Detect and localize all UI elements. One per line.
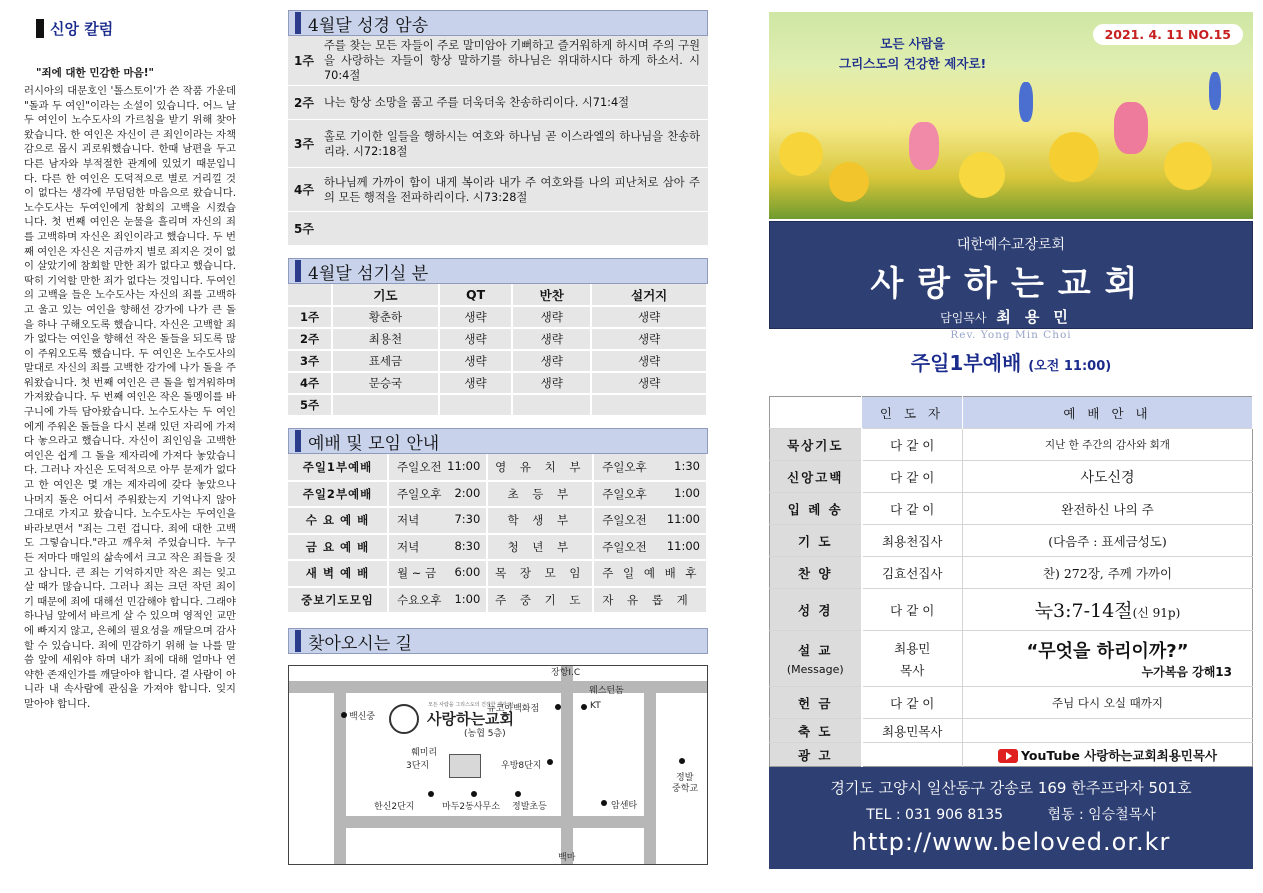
church-header: [769, 221, 1253, 341]
youtube-channel-link[interactable]: YouTube 사랑하는교회최용민목사: [1020, 747, 1218, 763]
church-footer: [769, 767, 1253, 869]
tulip-icon: [1114, 102, 1148, 154]
table-row: 금 요 예 배 저녁 8:30 청 년 부 주일오전 11:00: [288, 534, 707, 561]
table-row: 5주: [288, 394, 707, 416]
column-heading: "죄에 대한 민감한 마음!": [36, 67, 154, 79]
church-logo-icon: [389, 704, 419, 734]
table-row: 묵상기도 다 같 이 지난 한 주간의 감사와 회개: [770, 429, 1253, 461]
faith-column: [24, 18, 236, 712]
tulip-icon: [909, 122, 939, 170]
table-row: 2주 최용천 생략 생략 생략: [288, 328, 707, 350]
table-row: 주일1부예배 주일오전 11:00 영 유 치 부 주일오후 1:30: [288, 454, 707, 481]
map-road: [644, 681, 656, 865]
map-marker: [679, 758, 685, 764]
pastor-english-name: Rev. Yong Min Choi: [950, 329, 1072, 341]
map-road: [561, 666, 573, 865]
table-row: 새 벽 예 배 월 ~ 금 6:00 목 장 모 임 주 일 예 배 후: [288, 560, 707, 587]
flower-icon: [829, 162, 869, 202]
table-row: 성 경 다 같 이 눅3:7-14절(신 91p): [770, 589, 1253, 631]
section-tab-icon: [295, 430, 301, 452]
table-row: 헌 금 다 같 이 주님 다시 오실 때까지: [770, 687, 1253, 719]
table-row: 설 교 (Message) 최용민 목사 “무엇을 하리이까?” 누가복음 강해13: [770, 631, 1253, 687]
column-body: 러시아의 대문호인 '톨스토이'가 쓴 작품 가운데 "돌과 두 여인"이라는 소설이 있습니다. 어느 날 두 여인이 노수도사의 가르침을 받기 위해 찾아왔습니다. 한 여인은 자신이 큰 죄인이라는 자책감으로 몹시 괴로워했습니다. 한때 남편을 두고 다른 남자와 부적절한 관계에 있었기 때문입니다. 다른 한 여인은 도덕적으로 별로 거리낄 것이 없다는 생각에 무덤덤한 마음으로 왔습니다. 노수도사는 두여인에게 참회의 고백을 시켰습니다. 첫 번째 여인은 눈물을 흘리며 자신의 죄를 고백하며 자신은 죄인이라고 했습니다. 두 번째 여인은 자신은 지금까지 별로 죄지은 것이 없이 살았기에 참회할 만한 죄가 없다고 했습니다. 딱히 기억할 만한 죄가 없다는 것입니다. 두여인의 고백을 들은 노수도사는 자신의 죄를 고백하고 울고 있는 여인을 향해선 강가에 나가 큰 돌을 하나 구해오도록 했습니다. 자신은 고백할 죄가 없다는 여인을 향해선 작은 돌들을 되도록 많이 주워오도록 했습니다. 두 여인은 노수도사의 말대로 자신의 죄를 고백한 강가에 나가 돌을 주워왔습니다. 첫 번째 여인은 큰 돌을 힘겨워하며 가져왔습니다. 두 번째 여인은 작은 돌멩이를 바구니에 가득 담아왔습니다. 노수도사는 두 여인에게 주워온 돌들을 다시 본래 있던 자리에 가져다 놓으라고 했습니다. 자신이 죄인임을 고백한 여인은 쉽게 그 돌을 제자리에 가져다 놓았습니다. 그러나 자신은 도덕적으로 아무 문제가 없다고 한 여인은 몇 개는 제자리에 갖다 놓았으나 나머지 돌은 어디서 주워왔는지 기억나지 않아 그대로 가지고 왔습니다. 노수도사는 두여인을 바라보면서 "죄는 그런 겁니다. 죄에 대한 고백도 그렇습니다."라고 깨우쳐 주었습니다. 누구든 저마다 매일의 삶속에서 크고 작은 죄들을 짓고 삽니다. 큰 죄는 기억하지만 작은 죄는 잊고 살 때가 많습니다. 그러나 죄는 크던 작던 죄이기 때문에 죄에 대해선 민감해야 합니다. 그래야 하나님 앞에서 바르게 살 수 있으며 영적인 교만에 빠지지 않고, 은혜의 필요성을 깨달으며 감사할 수 있습니다. 죄에 민감하기 위해 늘 나를 말씀 앞에 세워야 하며 내가 죄에 대해 얼마나 연약한 존재인가를 깨달아야 합니다. 곁 사람이 아니라 내 속사람에 관심을 가져야 합니다. 잊지 말아야 합니다.: [24, 85, 236, 710]
map-marker: [581, 704, 587, 710]
bulletin-cover: [769, 12, 1253, 869]
table-row: 입 례 송 다 같 이 완전하신 나의 주: [770, 493, 1253, 525]
section-tab-icon: [295, 260, 301, 282]
date-badge: 2021. 4. 11 NO.15: [1093, 24, 1243, 45]
service-duty-table: [288, 284, 708, 417]
map-marker: [547, 759, 553, 765]
map-marker: [471, 791, 477, 797]
table-row: 축 도 최용민목사: [770, 719, 1253, 743]
flower-icon: [959, 152, 1005, 198]
table-row: 1주 황춘하 생략 생략 생략: [288, 306, 707, 328]
hyacinth-icon: [1019, 82, 1033, 122]
flower-icon: [779, 132, 823, 176]
memory-verses-title: 4월달 성경 암송: [288, 10, 708, 36]
flower-icon: [1049, 132, 1099, 182]
service-title: 주일1부예배 (오전 11:00): [910, 351, 1112, 375]
section-tab-icon: [295, 12, 301, 34]
map-marker: [601, 800, 607, 806]
table-row: 찬 양 김효선집사 찬) 272장, 주께 가까이: [770, 557, 1253, 589]
contact-line: TEL : 031 906 8135 협동 : 임승철목사: [866, 807, 1156, 823]
table-row: 주일2부예배 주일오후 2:00 초 등 부 주일오후 1:00: [288, 481, 707, 508]
table-row: 중보기도모임 수요오후 1:00 주 중 기 도 자 유 롭 게: [288, 587, 707, 614]
hyacinth-icon: [1209, 72, 1221, 110]
table-row: 2주 나는 항상 소망을 품고 주를 더욱더욱 찬송하리이다. 시71:4절: [288, 86, 708, 120]
table-row: 수 요 예 배 저녁 7:30 학 생 부 주일오전 11:00: [288, 507, 707, 534]
church-name: 사랑하는교회: [870, 264, 1152, 304]
church-slogan: 모든 사람을 그리스도의 건강한 제자로!: [839, 36, 987, 71]
service-duty-title: 4월달 섬기실 분: [288, 258, 708, 284]
church-building-icon: [449, 754, 481, 778]
pastor-line: 담임목사 최용민: [940, 308, 1082, 326]
directions-map: 장항I.C 웨스턴돔 뉴코아백화점 KT 백신중 사랑하는교회 (농협 5층) 모든 사람을 그리스도의 건강한 제자로! 훼미리 3단지 우방8단지 정발 중학교 한신2단지 마두2동사무소 정발초등 암센타 백마: [288, 665, 708, 865]
youtube-icon: [998, 749, 1018, 763]
spring-flowers-image: [769, 12, 1253, 219]
map-marker: [515, 791, 521, 797]
memory-verses-table: [288, 36, 708, 246]
map-road: [334, 681, 346, 865]
table-row: 광 고 YouTube 사랑하는교회최용민목사: [770, 743, 1253, 767]
website-link[interactable]: http://www.beloved.or.kr: [851, 828, 1171, 856]
table-row: 4주 하나님께 가까이 함이 내게 복이라 내가 주 여호와를 나의 피난처로 삼아 주의 모든 행적을 전파하리이다. 시73:28절: [288, 168, 708, 212]
section-tab-icon: [295, 630, 301, 652]
column-title: 신앙 칼럼: [36, 18, 236, 39]
worship-order-table: [769, 396, 1253, 767]
map-marker: [555, 704, 561, 710]
middle-column: [288, 10, 708, 865]
map-marker: [428, 791, 434, 797]
table-row: 3주 홀로 기이한 일들을 행하시는 여호와 하나님 곧 이스라엘의 하나님을 찬송하리라. 시72:18절: [288, 120, 708, 168]
schedule-title: 예배 및 모임 안내: [288, 428, 708, 454]
table-header-row: 인 도 자 예 배 안 내: [770, 397, 1253, 429]
table-row: 기 도 최용천집사 (다음주 : 표세금성도): [770, 525, 1253, 557]
table-row: 3주 표세금 생략 생략 생략: [288, 350, 707, 372]
map-road: [334, 816, 656, 828]
schedule-table: [288, 454, 708, 614]
flower-icon: [1164, 142, 1212, 190]
map-marker: [341, 712, 347, 718]
directions-title: 찾아오시는 길: [288, 628, 708, 654]
denomination: 대한예수교장로회: [956, 237, 1066, 253]
table-row: 신앙고백 다 같 이 사도신경: [770, 461, 1253, 493]
table-row: 4주 문승국 생략 생략 생략: [288, 372, 707, 394]
table-row: 5주: [288, 212, 708, 246]
title-bar-icon: [36, 19, 44, 38]
table-row: 1주 주를 찾는 모든 자들이 주로 말미암아 기뻐하고 즐거워하게 하시며 주의 구원을 사랑하는 자들이 항상 말하기를 하나님은 위대하시다 하게 하소서. 시70:4절: [288, 36, 708, 86]
table-header-row: 기도 QT 반찬 설거지: [288, 284, 707, 306]
church-address: 경기도 고양시 일산동구 강송로 169 한주프라자 501호: [830, 779, 1192, 797]
